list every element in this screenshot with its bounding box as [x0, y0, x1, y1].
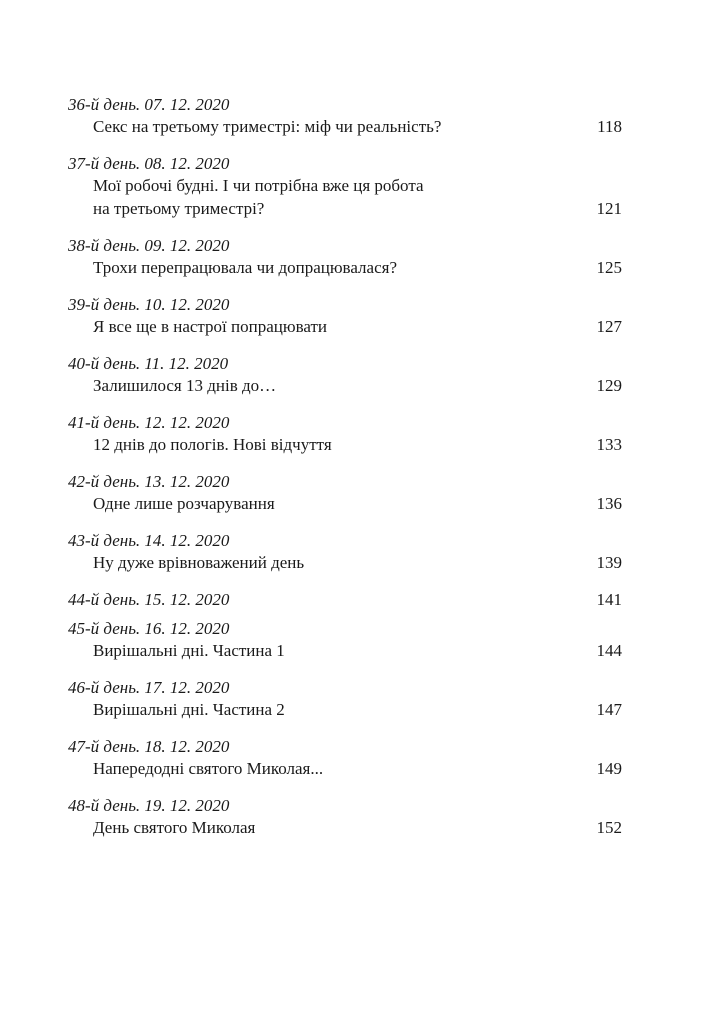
toc-entry-title: [68, 639, 622, 662]
toc-entry-title-line: Секс на третьому триместрі: міф чи реальність?: [93, 117, 442, 136]
toc-entry-page: 118: [597, 117, 622, 136]
toc-entry-day-row: [68, 589, 622, 610]
toc-entry-day: 36-й день. 07. 12. 2020: [68, 95, 230, 114]
toc-entry-title: [68, 433, 622, 456]
toc-entry: [68, 294, 622, 338]
toc-entry-title-line: на третьому триместрі?: [93, 199, 265, 218]
toc-entry-page: 133: [596, 435, 622, 454]
toc-entry-title-line: Вирішальні дні. Частина 1: [93, 641, 285, 660]
toc-entry-page: 144: [596, 641, 622, 660]
toc-entry-day: 47-й день. 18. 12. 2020: [68, 737, 230, 756]
toc-entry: [68, 589, 622, 610]
toc-entry-day: 46-й день. 17. 12. 2020: [68, 678, 230, 697]
toc-entry-page: 149: [596, 759, 622, 778]
toc-entry-title: [68, 374, 622, 397]
toc-entry-day: 42-й день. 13. 12. 2020: [68, 472, 230, 491]
toc-entry-day: 41-й день. 12. 12. 2020: [68, 413, 230, 432]
toc-entry-page: 125: [596, 258, 622, 277]
toc-entry-title: [68, 551, 622, 574]
table-of-contents: [68, 94, 622, 854]
toc-entry-title-line: 12 днів до пологів. Нові відчуття: [93, 435, 332, 454]
toc-entry-title-line: Я все ще в настрої попрацювати: [93, 317, 327, 336]
toc-entry: [68, 618, 622, 662]
toc-entry-page: 139: [596, 553, 622, 572]
toc-entry: [68, 677, 622, 721]
toc-entry-title-line: Вирішальні дні. Частина 2: [93, 700, 285, 719]
toc-entry-title: [68, 115, 622, 138]
toc-entry-page: 152: [596, 818, 622, 837]
toc-entry-title: [68, 256, 622, 279]
toc-entry-title-line: Ну дуже врівноважений день: [93, 553, 305, 572]
toc-entry-title-line: Мої робочі будні. І чи потрібна вже ця робота: [93, 176, 424, 195]
toc-entry-day: 40-й день. 11. 12. 2020: [68, 354, 229, 373]
toc-entry-title-line: Трохи перепрацювала чи допрацювалася?: [93, 258, 397, 277]
toc-entry-day: 48-й день. 19. 12. 2020: [68, 796, 230, 815]
toc-entry: [68, 795, 622, 839]
toc-entry: [68, 471, 622, 515]
toc-entry: [68, 530, 622, 574]
toc-entry-title: [68, 757, 622, 780]
toc-entry: [68, 94, 622, 138]
toc-entry-title: [68, 816, 622, 839]
toc-entry-day: 38-й день. 09. 12. 2020: [68, 236, 230, 255]
toc-entry: [68, 353, 622, 397]
toc-entry-title-line: Напередодні святого Миколая...: [93, 759, 324, 778]
toc-entry-title-line: Залишилося 13 днів до…: [93, 376, 277, 395]
toc-entry: [68, 736, 622, 780]
toc-entry-page: 129: [596, 376, 622, 395]
toc-entry-page: 121: [596, 199, 622, 218]
toc-entry-page: 147: [596, 700, 622, 719]
toc-entry-title: [68, 315, 622, 338]
toc-entry-day: 39-й день. 10. 12. 2020: [68, 295, 230, 314]
toc-entry-page: 136: [596, 494, 622, 513]
toc-entry-title: [68, 174, 622, 220]
toc-entry: [68, 412, 622, 456]
toc-entry-day: 37-й день. 08. 12. 2020: [68, 154, 230, 173]
toc-entry-title-line: Одне лише розчарування: [93, 494, 275, 513]
toc-entry: [68, 235, 622, 279]
toc-entry-title: [68, 492, 622, 515]
toc-entry-title: [68, 698, 622, 721]
toc-entry-title-line: День святого Миколая: [93, 818, 256, 837]
toc-entry-page: 127: [596, 317, 622, 336]
toc-entry-day: 45-й день. 16. 12. 2020: [68, 619, 230, 638]
toc-entry-day: 43-й день. 14. 12. 2020: [68, 531, 230, 550]
toc-entry: [68, 153, 622, 220]
toc-entry-day: 44-й день. 15. 12. 2020: [68, 590, 230, 609]
toc-entry-page: 141: [596, 590, 622, 609]
